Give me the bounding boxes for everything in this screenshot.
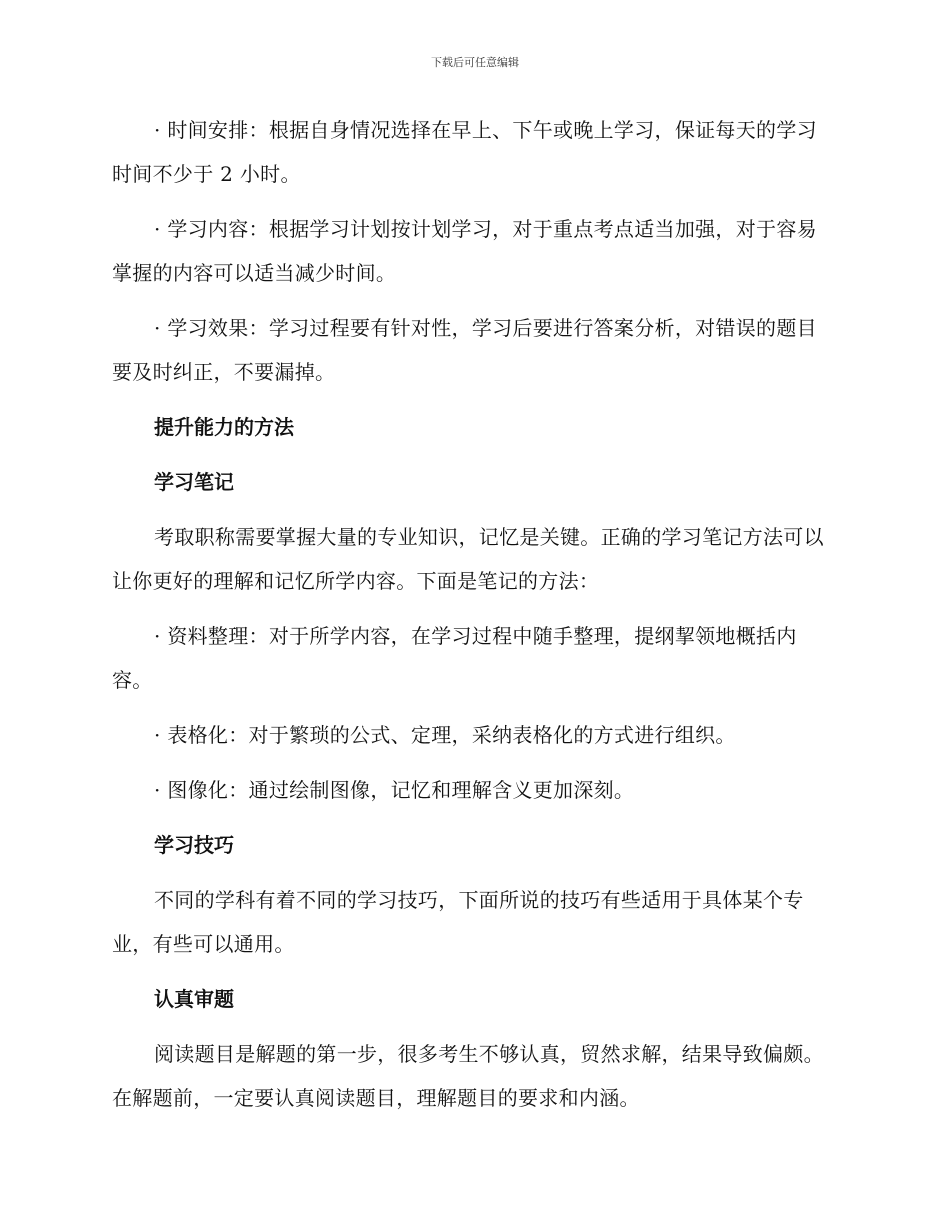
bullet-visualization: · 图像化：通过绘制图像，记忆和理解含义更加深刻。 (154, 778, 635, 802)
paragraph-read-carefully: 阅读题目是解题的第一步，很多考生不够认真，贸然求解，结果导致偏颇。在解题前，一定要认真阅读题目，理解题目的要求和内涵。 (112, 1042, 824, 1110)
bullet-time-schedule: · 时间安排：根据自身情况选择在早上、下午或晚上学习，保证每天的学习时间不少于 2 小时。 (112, 118, 817, 186)
paragraph-skills-intro: 不同的学科有着不同的学习技巧，下面所说的技巧有些适用于具体某个专业，有些可以通用。 (112, 888, 804, 956)
paragraph-notes-intro: 考取职称需要掌握大量的专业知识，记忆是关键。正确的学习笔记方法可以让你更好的理解和记忆所学内容。下面是笔记的方法： (112, 525, 824, 593)
section-heading-study-skills: 学习技巧 (154, 833, 234, 857)
document-body (112, 108, 832, 1131)
bullet-tabulation: · 表格化：对于繁琐的公式、定理，采纳表格化的方式进行组织。 (154, 723, 736, 747)
bullet-study-content: · 学习内容：根据学习计划按计划学习，对于重点考点适当加强，对于容易掌握的内容可以适当减少时间。 (112, 217, 817, 285)
section-heading-read-carefully: 认真审题 (154, 987, 234, 1011)
section-heading-improve-ability: 提升能力的方法 (154, 415, 294, 439)
page-header: 下载后可任意编辑 (431, 56, 519, 69)
bullet-study-effect: · 学习效果：学习过程要有针对性，学习后要进行答案分析，对错误的题目要及时纠正，不要漏掉。 (112, 316, 817, 384)
section-heading-study-notes: 学习笔记 (154, 470, 234, 494)
bullet-material-organize: · 资料整理：对于所学内容，在学习过程中随手整理，提纲挈领地概括内容。 (112, 624, 797, 692)
